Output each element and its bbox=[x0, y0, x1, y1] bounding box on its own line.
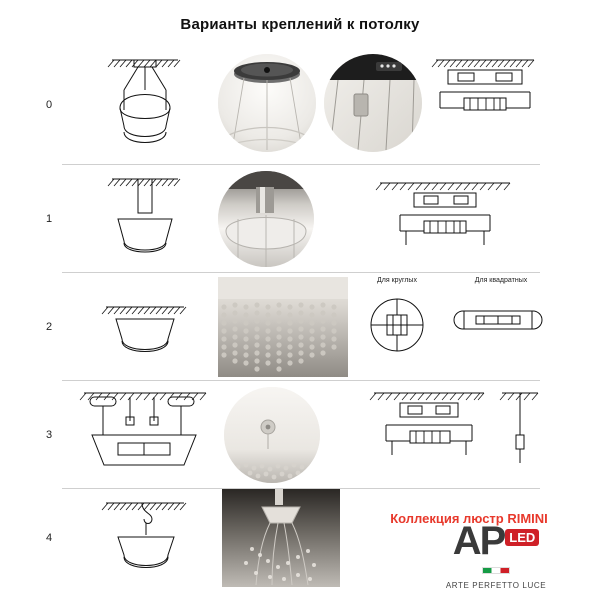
round-base-label: Для круглых bbox=[377, 277, 417, 284]
row-number: 0 bbox=[46, 99, 53, 111]
photo-crystal-chandelier-top bbox=[222, 489, 340, 587]
row-number: 2 bbox=[46, 320, 53, 333]
row-rectangular-pendant bbox=[46, 380, 540, 488]
brand-logo-text: AP bbox=[452, 519, 505, 563]
rectangular-base-bracket-drawing bbox=[366, 381, 492, 488]
photo-ceiling-anchor-point bbox=[224, 387, 320, 483]
hook-bowl-drawing bbox=[80, 489, 210, 586]
brand-tagline: ARTE PERFETTO LUCE bbox=[445, 581, 547, 590]
page-title: Варианты креплений к потолку bbox=[180, 16, 420, 33]
square-base-label: Для квадратных bbox=[474, 277, 528, 284]
row-flush-mount-dome bbox=[46, 272, 540, 380]
round-base-bracket-drawing bbox=[360, 287, 434, 357]
row-number: 4 bbox=[46, 531, 53, 544]
photo-crystal-strands bbox=[218, 277, 348, 377]
stem-bowl-drawing bbox=[80, 165, 210, 272]
pendant-bowl-on-wires-drawing bbox=[80, 46, 210, 164]
mounting-plate-detail-drawing bbox=[430, 46, 540, 164]
brand-logo bbox=[406, 521, 586, 561]
crossbar-bracket-drawing bbox=[370, 165, 520, 272]
row-semi-flush-stem bbox=[46, 164, 540, 272]
mount-rows bbox=[46, 46, 540, 586]
row-number: 1 bbox=[46, 212, 53, 225]
flush-dome-drawing bbox=[80, 273, 210, 380]
suspension-cable-drawing bbox=[496, 381, 544, 488]
rectangular-pendant-drawing bbox=[72, 381, 218, 488]
brand-led-badge: LED bbox=[505, 529, 539, 546]
photo-round-canopy-with-cables bbox=[218, 54, 316, 152]
square-base-bracket-drawing bbox=[450, 299, 546, 343]
brand-logo-block bbox=[406, 521, 586, 590]
row-number: 3 bbox=[46, 428, 53, 441]
photo-cable-gripper-closeup bbox=[324, 54, 422, 152]
italian-flag-icon bbox=[482, 567, 510, 574]
collection-note: Коллекция люстр RIMINI bbox=[390, 511, 548, 526]
row-pendant-on-cables bbox=[46, 46, 540, 164]
photo-chrome-stem-mount bbox=[218, 171, 314, 267]
